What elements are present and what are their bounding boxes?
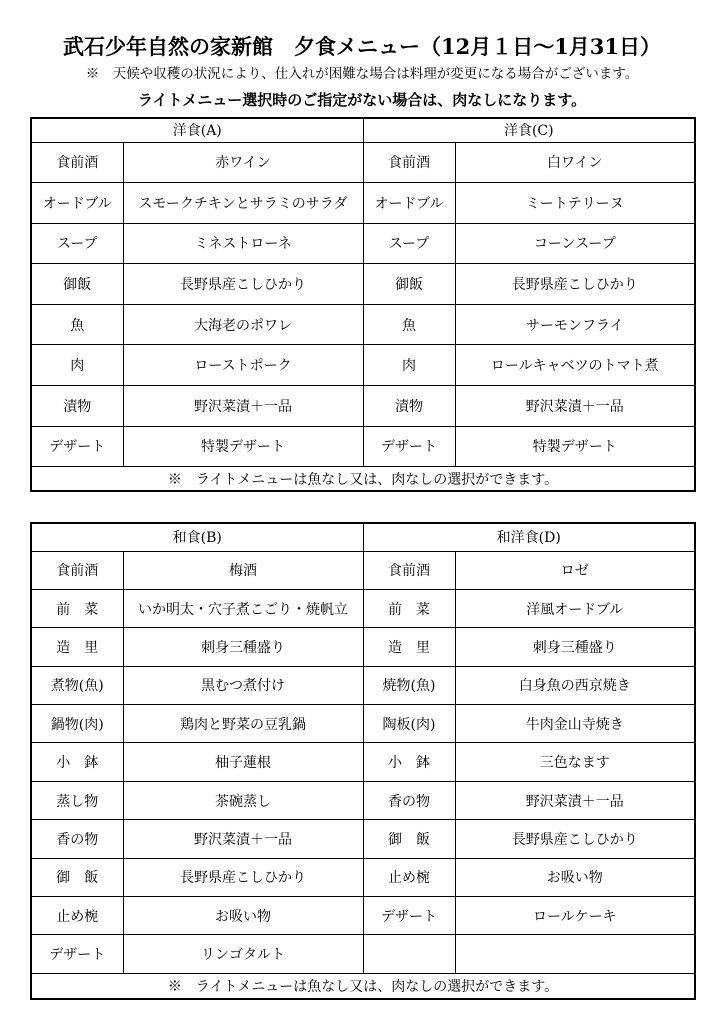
menu-a-header: 洋食(A) [31,118,363,142]
course-label: 魚 [31,304,123,345]
table-row [31,142,695,183]
japanese-menu-body [31,523,695,973]
course-label: デザート [363,897,455,935]
supply-notice: ※ 天候や収穫の状況により、仕入れが困難な場合は料理が変更になる場合がございます。 [85,66,639,82]
course-label: 御飯 [31,264,123,305]
dish-name: 野沢菜漬＋一品 [123,820,363,858]
table-row [31,781,695,819]
table-row [31,223,695,264]
course-label: 煮物(魚) [31,666,123,704]
dish-name: 牛肉金山寺焼き [455,705,695,743]
dish-name: 鶏肉と野菜の豆乳鍋 [123,705,363,743]
dish-name: 大海老のポワレ [123,304,363,345]
course-label [363,935,455,973]
dish-name: 野沢菜漬＋一品 [455,386,695,427]
dish-name: 野沢菜漬＋一品 [123,386,363,427]
course-label: 造 里 [363,628,455,666]
course-label: デザート [31,935,123,973]
course-label: 小 鉢 [363,743,455,781]
course-label: 肉 [363,345,455,386]
dish-name: 特製デザート [455,426,695,467]
dish-name: 刺身三種盛り [455,628,695,666]
dish-name [455,935,695,973]
western-menu-table [30,117,696,492]
table-row [31,551,695,589]
dish-name: ミネストローネ [123,223,363,264]
course-label: 陶板(肉) [363,705,455,743]
course-label: デザート [363,426,455,467]
course-label: 造 里 [31,628,123,666]
dish-name: 白ワイン [455,142,695,183]
course-label: 焼物(魚) [363,666,455,704]
table-footer-row [31,973,695,999]
page-title: 武石少年自然の家新館 夕食メニュー（12月１日～1月31日） [62,34,662,59]
course-label: スープ [31,223,123,264]
dish-name: ミートテリーヌ [455,183,695,224]
dish-name: ローストポーク [123,345,363,386]
menu-d-header: 和洋食(D) [363,523,695,551]
dish-name: お吸い物 [123,897,363,935]
menu-c-header: 洋食(C) [363,118,695,142]
table-row [31,589,695,627]
dish-name: 長野県産こしひかり [123,264,363,305]
dish-name: スモークチキンとサラミのサラダ [123,183,363,224]
table-header-row [31,118,695,142]
course-label: 御 飯 [363,820,455,858]
course-label: スープ [363,223,455,264]
dish-name: サーモンフライ [455,304,695,345]
course-label: 魚 [363,304,455,345]
table-row [31,743,695,781]
dish-name: 野沢菜漬＋一品 [455,781,695,819]
dish-name: お吸い物 [455,858,695,896]
dish-name: 長野県産こしひかり [455,820,695,858]
dish-name: 赤ワイン [123,142,363,183]
dish-name: ロゼ [455,551,695,589]
table-row [31,264,695,305]
dish-name: コーンスープ [455,223,695,264]
course-label: 食前酒 [363,551,455,589]
course-label: 御飯 [363,264,455,305]
table-row [31,304,695,345]
course-label: 前 菜 [31,589,123,627]
dish-name: 柚子蓮根 [123,743,363,781]
course-label: 食前酒 [363,142,455,183]
dish-name: 梅酒 [123,551,363,589]
dish-name: リンゴタルト [123,935,363,973]
light-menu-notice: ライトメニュー選択時のご指定がない場合は、肉なしになります。 [137,91,587,109]
dish-name: 三色なます [455,743,695,781]
course-label: 香の物 [363,781,455,819]
course-label: 食前酒 [31,142,123,183]
dish-name: 長野県産こしひかり [123,858,363,896]
dish-name: いか明太・穴子煮こごり・焼帆立 [123,589,363,627]
course-label: 漬物 [363,386,455,427]
dish-name: 洋風オードブル [455,589,695,627]
japanese-menu-table [30,522,696,1000]
course-label: 御 飯 [31,858,123,896]
table-row [31,345,695,386]
light-menu-footer: ※ ライトメニューは魚なし又は、肉なしの選択ができます。 [31,467,695,491]
light-menu-footer: ※ ライトメニューは魚なし又は、肉なしの選択ができます。 [31,973,695,999]
course-label: 肉 [31,345,123,386]
table-row [31,183,695,224]
dish-name: 刺身三種盛り [123,628,363,666]
course-label: オードブル [363,183,455,224]
course-label: 止め椀 [31,897,123,935]
table-footer-row [31,467,695,491]
course-label: 香の物 [31,820,123,858]
course-label: 前 菜 [363,589,455,627]
dish-name: 白身魚の西京焼き [455,666,695,704]
table-header-row [31,523,695,551]
table-row [31,858,695,896]
course-label: 小 鉢 [31,743,123,781]
table-row [31,426,695,467]
table-row [31,628,695,666]
course-label: デザート [31,426,123,467]
table-row [31,820,695,858]
dish-name: 特製デザート [123,426,363,467]
dish-name: 茶碗蒸し [123,781,363,819]
table-row [31,386,695,427]
table-row [31,897,695,935]
table-row [31,935,695,973]
course-label: 蒸し物 [31,781,123,819]
dish-name: ロールケーキ [455,897,695,935]
dish-name: ロールキャベツのトマト煮 [455,345,695,386]
western-menu-body [31,118,695,467]
menu-b-header: 和食(B) [31,523,363,551]
course-label: オードブル [31,183,123,224]
table-row [31,705,695,743]
dish-name: 黒むつ煮付け [123,666,363,704]
course-label: 止め椀 [363,858,455,896]
course-label: 漬物 [31,386,123,427]
table-row [31,666,695,704]
course-label: 食前酒 [31,551,123,589]
dish-name: 長野県産こしひかり [455,264,695,305]
course-label: 鍋物(肉) [31,705,123,743]
